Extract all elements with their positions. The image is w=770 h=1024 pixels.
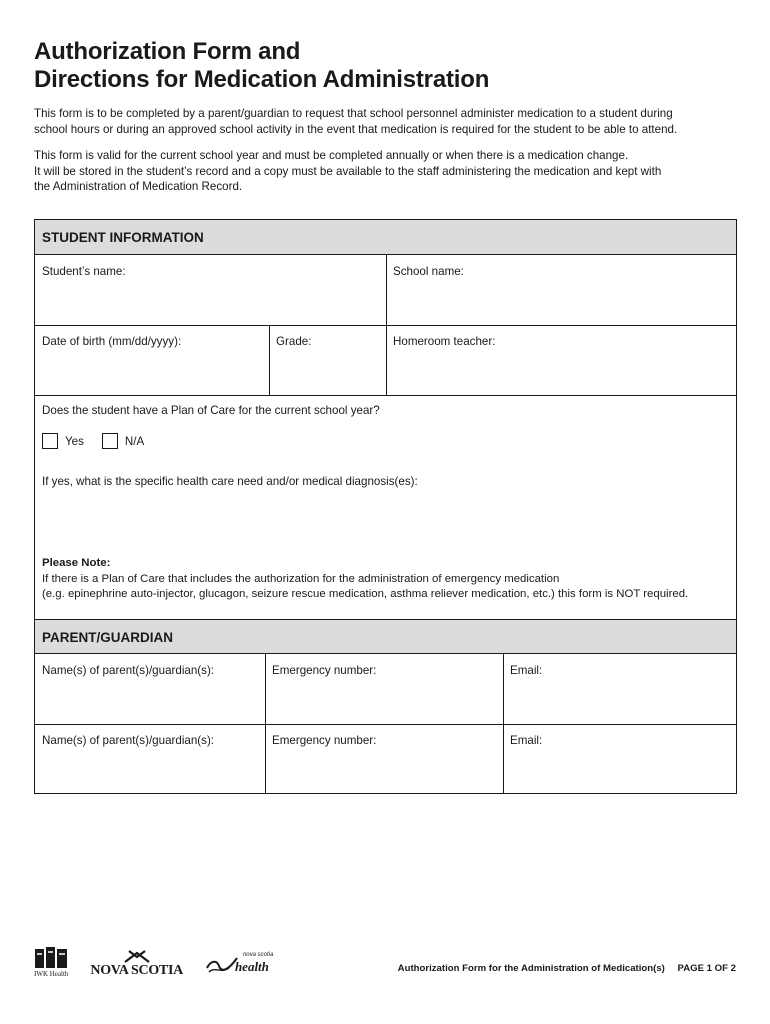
email-field[interactable] [503,654,736,724]
nova-scotia-health-logo [205,950,275,978]
intro-text: school hours or during an approved school activity in the event that medication is required for the student to be able to attend. [34,122,678,136]
student-section-heading: STUDENT INFORMATION [35,220,736,255]
yes-option[interactable] [42,433,84,449]
iwk-mark-icon [34,946,68,970]
grade-label: Grade: [276,335,312,348]
intro-text: This form is valid for the current school year and must be completed annually or when there is a medication change. [34,149,629,162]
homeroom-teacher-field[interactable] [386,325,736,395]
diagnosis-question: If yes, what is the specific health care need and/or medical diagnosis(es): [42,475,418,488]
footer-form-title: Authorization Form for the Administration of Medication(s) [397,963,665,974]
intro-text: This form is to be completed by a parent/guardian to request that school personnel administer medication to a student during [34,107,673,120]
health-small-text: nova scotia [242,952,274,958]
parent-name-label: Name(s) of parent(s)/guardian(s): [42,664,215,677]
student-name-field[interactable] [35,255,386,325]
yes-label: Yes [65,434,84,448]
parent-name-field[interactable] [35,724,265,793]
email-field[interactable] [503,724,736,793]
nova-scotia-logo [90,949,183,978]
na-option[interactable] [102,433,144,449]
page-number: PAGE 1 OF 2 [677,963,736,974]
footer-text [398,963,736,974]
emergency-number-field[interactable] [265,654,503,724]
date-of-birth-field[interactable] [35,325,269,395]
yes-checkbox[interactable] [42,433,58,449]
emergency-number-label: Emergency number: [272,734,377,747]
note-title: Please Note: [42,557,111,569]
nova-scotia-text: NOVA SCOTIA [90,963,183,978]
homeroom-teacher-label: Homeroom teacher: [393,335,496,348]
intro-paragraph-1 [34,106,739,137]
health-swoosh-icon [205,954,239,976]
emergency-number-field[interactable] [265,724,503,793]
email-label: Email: [510,734,543,747]
divider [265,654,266,793]
parent-section-heading: PARENT/GUARDIAN [35,619,736,654]
title-line-2: Directions for Medication Administration [34,66,490,93]
school-name-field[interactable] [386,255,736,325]
nova-scotia-saltire-icon [107,949,167,963]
diagnosis-answer-area[interactable] [42,495,732,550]
divider [35,395,736,396]
school-name-label: School name: [393,265,464,278]
footer-logos [34,944,297,978]
health-main-text: health [234,959,269,974]
dob-label: Date of birth (mm/dd/yyyy): [42,335,182,348]
parent-name-field[interactable] [35,654,265,724]
iwk-health-text: IWK Health [34,970,69,978]
please-note [42,556,688,603]
note-text: (e.g. epinephrine auto-injector, glucagon, seizure rescue medication, asthma reliever medication, etc.) this form is NOT required. [42,588,689,600]
email-label: Email: [510,664,543,677]
plan-of-care-options [42,433,162,449]
student-name-label: Student’s name: [42,265,126,278]
grade-field[interactable] [269,325,386,395]
na-label: N/A [124,434,145,448]
form-box [34,219,737,794]
intro-text: It will be stored in the student’s record and a copy must be available to the staff administering the medication and kept with [34,164,662,178]
emergency-number-label: Emergency number: [272,664,377,677]
na-checkbox[interactable] [102,433,118,449]
divider [269,325,270,395]
parent-name-label: Name(s) of parent(s)/guardian(s): [42,734,215,747]
divider [503,654,504,793]
intro-text: the Administration of Medication Record. [34,180,243,193]
plan-of-care-question: Does the student have a Plan of Care for the current school year? [42,404,380,417]
iwk-health-logo [34,946,68,978]
page-title [34,38,734,94]
intro-paragraph-2 [34,148,739,195]
title-line-1: Authorization Form and [34,38,301,65]
note-text: If there is a Plan of Care that includes the authorization for the administration of emergency medication [42,572,560,585]
